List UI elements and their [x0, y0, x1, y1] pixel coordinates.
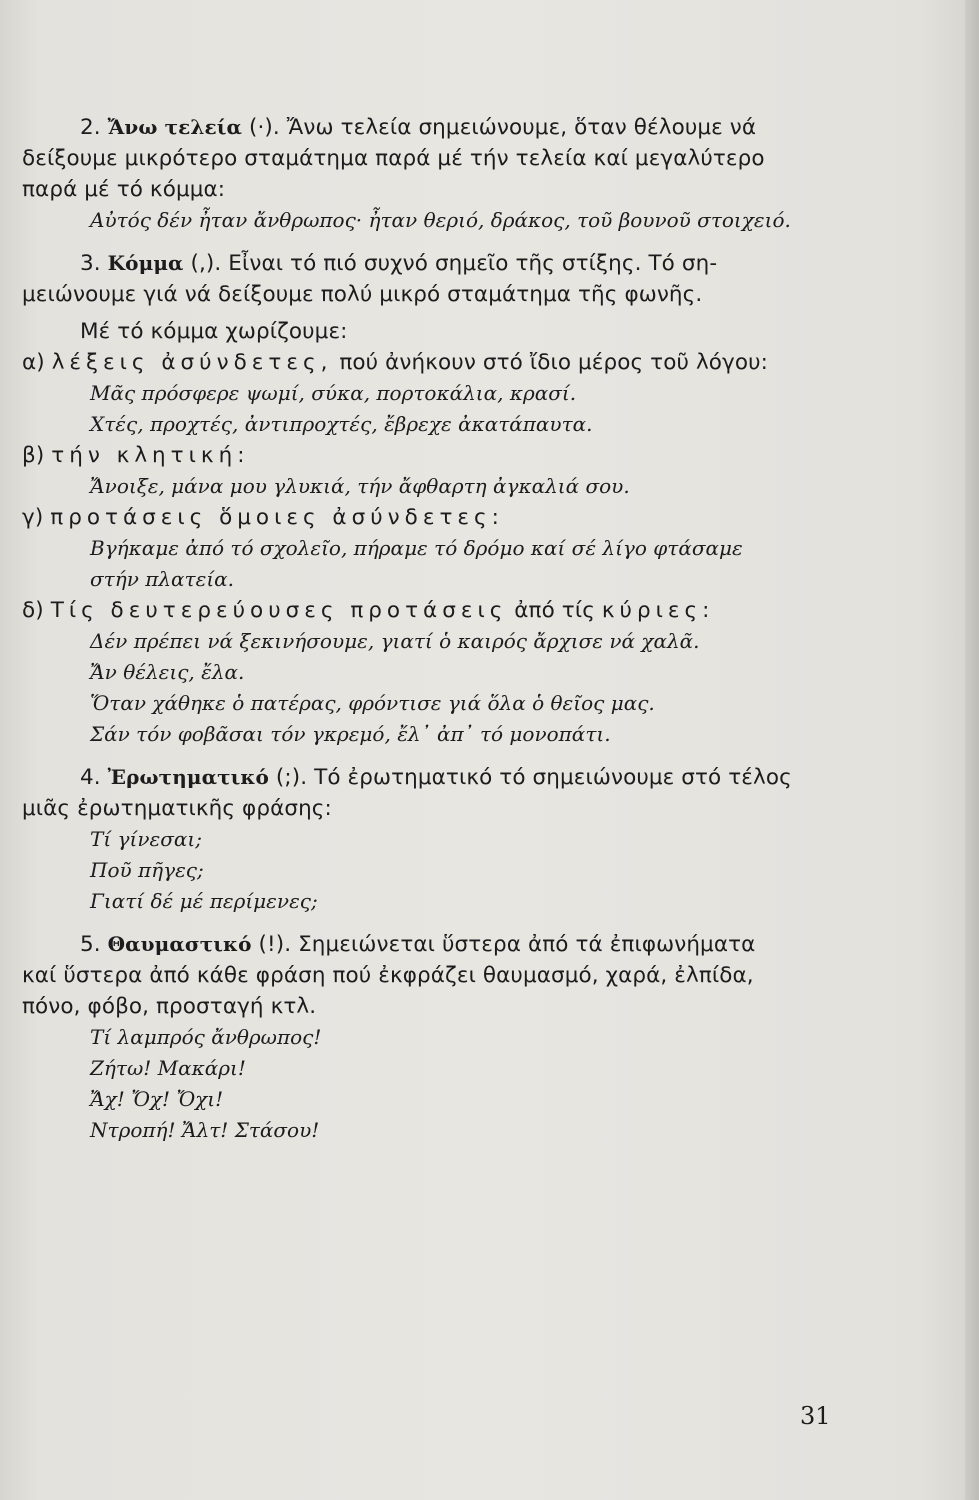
section-2-text-line-1: Ἄνω τελεία σημειώνουμε, ὅταν θέλουμε νά: [286, 115, 757, 140]
section-3-text-line-1: Εἶναι τό πιό συχνό σημεῖο τῆς στίξης. Τό ση-: [228, 251, 718, 276]
item-b-spaced-term: τήν κλητική:: [51, 443, 250, 468]
item-a-example-1: Μᾶς πρόσφερε ψωμί, σύκα, πορτοκάλια, κρασί.: [90, 381, 577, 405]
book-spine-shadow: [965, 0, 979, 1500]
section-5-text-line-3: πόνο, φόβο, προσταγή κτλ.: [22, 994, 317, 1019]
section-4-example-1: Τί γίνεσαι;: [90, 827, 202, 851]
section-5-example-4: Ντροπή! Ἄλτ! Στάσου!: [90, 1118, 320, 1142]
item-a-line: [22, 347, 832, 378]
section-4-text-line-2: μιᾶς ἐρωτηματικῆς φράσης:: [22, 796, 332, 821]
item-c-example-1: Βγήκαμε ἀπό τό σχολεῖο, πήραμε τό δρόμο καί σέ λίγο φτάσαμε: [90, 536, 743, 560]
section-2-heading-line: [22, 112, 832, 143]
section-4-example-3: Γιατί δέ μέ περίμενες;: [90, 889, 318, 913]
item-d-example-3: Ὅταν χάθηκε ὁ πατέρας, φρόντισε γιά ὅλα ὁ θεῖος μας.: [90, 691, 655, 715]
item-d-example-4: Σάν τόν φοβᾶσαι τόν γκρεμό, ἔλ᾽ ἀπ᾽ τό μονοπάτι.: [90, 722, 611, 746]
item-d-label: δ): [22, 598, 44, 623]
section-5-text-line-1: Σημειώνεται ὕστερα ἀπό τά ἐπιφωνήματα: [298, 932, 756, 957]
item-c-example-2: στήν πλατεία.: [90, 567, 235, 591]
spacer: [22, 917, 832, 929]
item-a-label: α): [22, 350, 45, 375]
section-3-text-line-2: μειώνουμε γιά νά δείξουμε πολύ μικρό σταμάτημα τῆς φωνῆς.: [22, 282, 703, 307]
section-5-example-1: Τί λαμπρός ἄνθρωπος!: [90, 1025, 322, 1049]
section-4-text-line-1: Τό ἐρωτηματικό τό σημειώνουμε στό τέλος: [314, 765, 792, 790]
spacer: [22, 750, 832, 762]
item-c-line: [22, 502, 832, 533]
section-3-number: 3.: [80, 251, 101, 276]
item-b-example-1: Ἄνοιξε, μάνα μου γλυκιά, τήν ἄφθαρτη ἀγκαλιά σου.: [90, 474, 630, 498]
page-number: 31: [800, 1402, 831, 1430]
section-2-example-1: Αὐτός δέν ἦταν ἄνθρωπος· ἦταν θεριό, δράκος, τοῦ βουνοῦ στοιχειό.: [90, 208, 791, 232]
item-d-example-1: Δέν πρέπει νά ξεκινήσουμε, γιατί ὁ καιρός ἄρχισε νά χαλᾶ.: [90, 629, 700, 653]
section-5-example-3: Ἄχ! Ὄχ! Ὄχι!: [90, 1087, 224, 1111]
item-d-mid: ἀπό τίς: [514, 598, 595, 623]
section-5-title: Θαυμαστικό: [107, 932, 252, 956]
section-2-number: 2.: [80, 115, 101, 140]
section-5-text-line-2: καί ὕστερα ἀπό κάθε φράση πού ἐκφράζει θαυμασμό, χαρά, ἐλπίδα,: [22, 963, 754, 988]
section-2-text-line-3: παρά μέ τό κόμμα:: [22, 177, 226, 202]
item-d-example-2: Ἄν θέλεις, ἔλα.: [90, 660, 245, 684]
page-content: [22, 112, 832, 1146]
section-4-heading-line: [22, 762, 832, 793]
item-d-line: [22, 595, 832, 626]
item-c-spaced-term: προτάσεις ὅμοιες ἀσύνδετες:: [50, 505, 504, 530]
section-3-symbol: (,).: [190, 251, 222, 276]
section-5-heading-line: [22, 929, 832, 960]
item-b-label: β): [22, 443, 45, 468]
section-2-symbol: (·).: [248, 115, 280, 140]
section-3-title: Κόμμα: [107, 251, 184, 275]
section-2-title: Ἄνω τελεία: [107, 115, 243, 139]
section-5-symbol: (!).: [258, 932, 292, 957]
section-5-example-2: Ζήτω! Μακάρι!: [90, 1056, 246, 1080]
section-5-number: 5.: [80, 932, 101, 957]
item-d-spaced-term-1: Τίς δευτερεύουσες προτάσεις: [50, 598, 508, 623]
section-3-intro: Μέ τό κόμμα χωρίζουμε:: [80, 319, 348, 344]
section-4-symbol: (;).: [275, 765, 308, 790]
section-4-number: 4.: [80, 765, 101, 790]
item-c-label: γ): [22, 505, 44, 530]
item-d-spaced-term-2: κύριες:: [601, 598, 715, 623]
section-3-heading-line: [22, 248, 832, 279]
item-a-rest: πού ἀνήκουν στό ἴδιο μέρος τοῦ λόγου:: [339, 350, 768, 375]
section-2-text-line-2: δείξουμε μικρότερο σταμάτημα παρά μέ τήν τελεία καί μεγαλύτερο: [22, 146, 765, 171]
item-b-line: [22, 440, 832, 471]
item-a-spaced-term: λέξεις ἀσύνδετες,: [51, 350, 333, 375]
item-a-example-2: Χτές, προχτές, ἀντιπροχτές, ἔβρεχε ἀκατάπαυτα.: [90, 412, 593, 436]
section-4-example-2: Ποῦ πῆγες;: [90, 858, 204, 882]
spacer: [22, 236, 832, 248]
section-4-title: Ἐρωτηματικό: [107, 765, 269, 789]
